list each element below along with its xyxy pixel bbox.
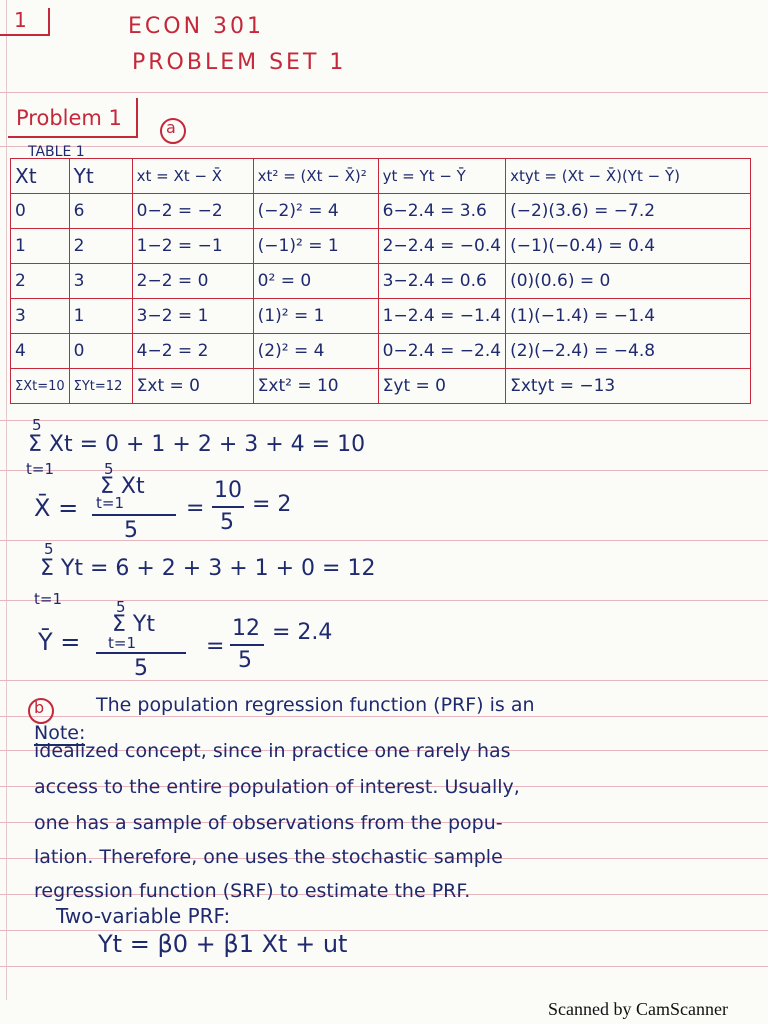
table-row [11,334,751,369]
xbar-frac-den: 5 [220,510,234,535]
column-header: Yt [69,159,132,194]
ybar-lhs: Ȳ = [38,628,81,656]
table-cell: (−1)² = 1 [253,229,378,264]
ybar-num-sigma: 5 [116,598,126,616]
ybar-result: = 2.4 [272,620,333,645]
table-total: Σyt = 0 [378,369,505,404]
table-row [11,229,751,264]
column-header: xt = Xt − X̄ [132,159,253,194]
table-cell: 2−2 = 0 [132,264,253,299]
table-cell: 4−2 = 2 [132,334,253,369]
part-a-label: a [166,118,176,137]
xbar-fraction-bar-2 [212,506,244,508]
table-cell: 1−2.4 = −1.4 [378,299,505,334]
problem-label: Problem 1 [16,106,122,130]
sum-x-upper: 5 [32,416,42,434]
table-cell: 3−2 = 1 [132,299,253,334]
xbar-result: = 2 [252,492,292,517]
table-total: Σxtyt = −13 [506,369,751,404]
table-cell: 1 [69,299,132,334]
data-table [10,158,751,404]
prf-label: Two-variable PRF: [56,904,231,928]
ruled-line [0,146,768,147]
table-totals-row [11,369,751,404]
xbar-lhs: X̄ = [34,494,79,522]
xbar-fraction-bar [92,514,176,516]
table-total: Σxt² = 10 [253,369,378,404]
course-title: ECON 301 [128,14,265,39]
ybar-denominator: 5 [134,656,148,681]
table-row [11,299,751,334]
table-cell: 3 [69,264,132,299]
table-cell: (2)² = 4 [253,334,378,369]
part-b-label: b [34,698,45,717]
table-cell: (−2)(3.6) = −7.2 [506,194,751,229]
table-total: ΣXt=10 [11,369,70,404]
table-cell: 6−2.4 = 3.6 [378,194,505,229]
table-cell: 0 [69,334,132,369]
ybar-equals: = [206,634,225,659]
page-number: 1 [14,8,27,32]
prf-equation: Yt = β0 + β1 Xt + ut [98,930,348,958]
scanner-watermark: Scanned by CamScanner [548,999,728,1019]
table-total: Σxt = 0 [132,369,253,404]
table-cell: 4 [11,334,70,369]
table-cell: (−2)² = 4 [253,194,378,229]
problem-set-title: PROBLEM SET 1 [132,50,347,75]
note-line: lation. Therefore, one uses the stochastic sample [34,846,503,868]
ybar-num-lower: t=1 [108,634,136,652]
table-cell: (0)(0.6) = 0 [506,264,751,299]
table-cell: 1 [11,229,70,264]
ybar-fraction-bar-2 [230,644,264,646]
sum-x-lower: t=1 [26,460,54,478]
table-row [11,264,751,299]
note-line: one has a sample of observations from the popu- [34,812,503,834]
ruled-line [0,680,768,681]
table-cell: 3−2.4 = 0.6 [378,264,505,299]
table-cell: (−1)(−0.4) = 0.4 [506,229,751,264]
ruled-line [0,540,768,541]
table-cell: 0 [11,194,70,229]
ruled-line [0,966,768,967]
margin-line [6,0,7,1000]
table-row [11,194,751,229]
table-cell: 2−2.4 = −0.4 [378,229,505,264]
xbar-frac-num: 10 [214,478,242,503]
ybar-frac-den: 5 [238,648,252,673]
table-total: ΣYt=12 [69,369,132,404]
table-header-row [11,159,751,194]
table-cell: (1)² = 1 [253,299,378,334]
table-cell: 3 [11,299,70,334]
column-header: Xt [11,159,70,194]
ruled-line [0,92,768,93]
sum-x-equation: Σ Xt = 0 + 1 + 2 + 3 + 4 = 10 [28,432,366,457]
sum-y-lower: t=1 [34,590,62,608]
xbar-num-lower: t=1 [96,494,124,512]
ybar-numerator: Σ Yt [112,612,155,637]
column-header: xtyt = (Xt − X̄)(Yt − Ȳ) [506,159,751,194]
xbar-equals: = [186,496,205,521]
ybar-frac-num: 12 [232,616,260,641]
sum-y-upper: 5 [44,540,54,558]
table-cell: 2 [69,229,132,264]
table-cell: 1−2 = −1 [132,229,253,264]
note-line: The population regression function (PRF) is an [96,694,535,716]
xbar-num-sigma: 5 [104,460,114,478]
table-cell: 2 [11,264,70,299]
ruled-line [0,470,768,471]
table-cell: (2)(−2.4) = −4.8 [506,334,751,369]
xbar-denominator: 5 [124,518,138,543]
note-line: access to the entire population of interest. Usually, [34,776,520,798]
ruled-line [0,716,768,717]
note-line: regression function (SRF) to estimate the PRF. [34,880,471,902]
column-header: yt = Yt − Ȳ [378,159,505,194]
table-cell: (1)(−1.4) = −1.4 [506,299,751,334]
table-cell: 6 [69,194,132,229]
note-line: idealized concept, since in practice one rarely has [34,740,511,762]
ruled-line [0,420,768,421]
note-label: Note: [34,722,86,744]
table-cell: 0² = 0 [253,264,378,299]
table-title: TABLE 1 [28,144,85,160]
xbar-numerator: Σ Xt [100,474,145,499]
table-cell: 0−2.4 = −2.4 [378,334,505,369]
ybar-fraction-bar [96,652,186,654]
column-header: xt² = (Xt − X̄)² [253,159,378,194]
sum-y-equation: Σ Yt = 6 + 2 + 3 + 1 + 0 = 12 [40,556,376,581]
table-cell: 0−2 = −2 [132,194,253,229]
